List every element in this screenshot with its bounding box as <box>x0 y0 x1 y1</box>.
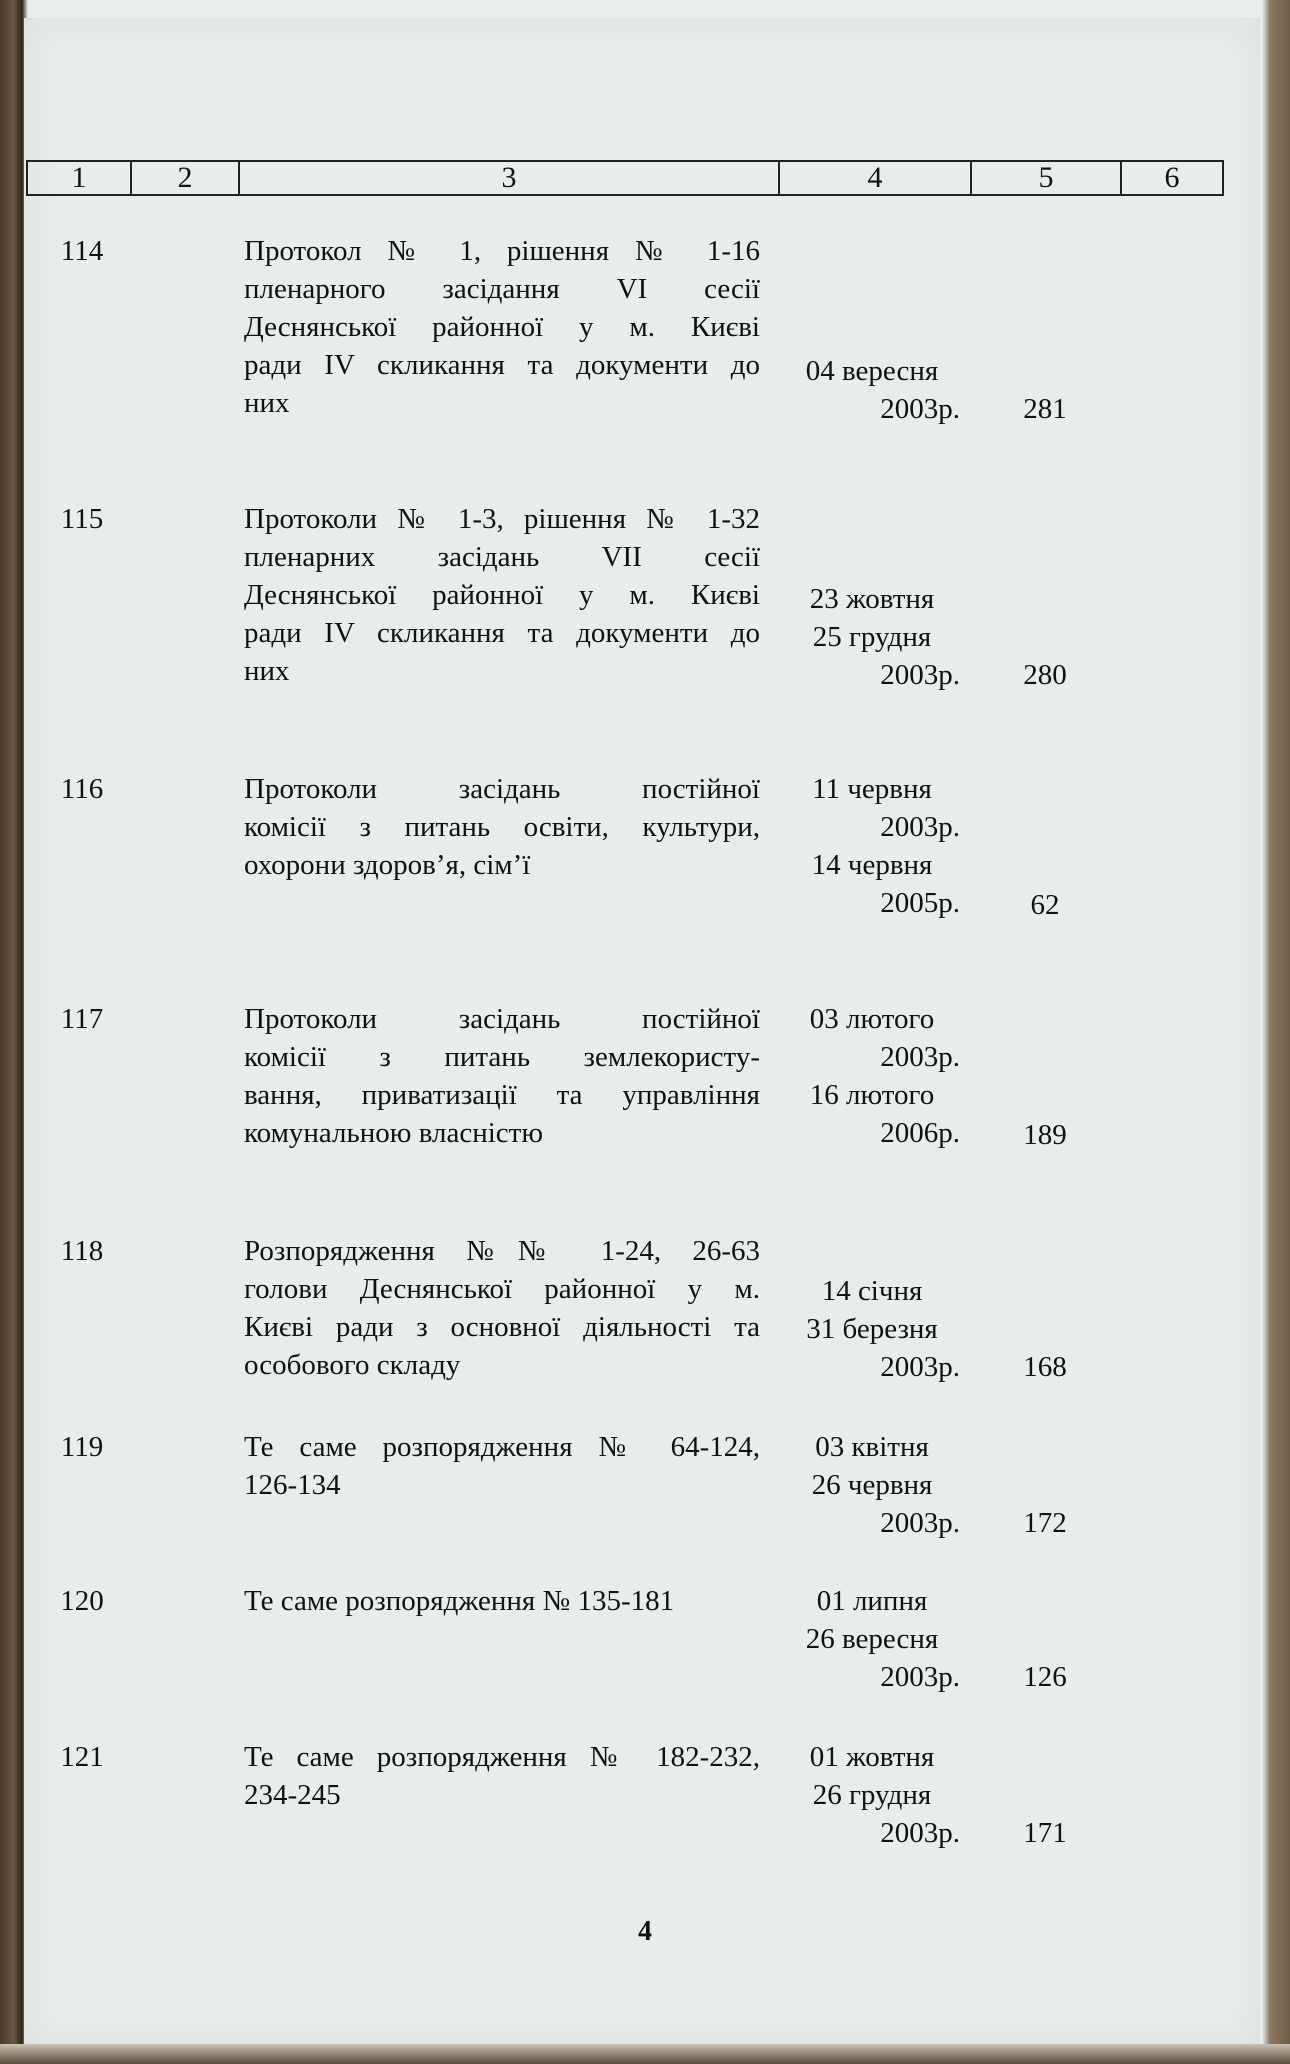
date-line: 14 січня <box>821 1275 923 1307</box>
description-line: Протокол № 1, рішення № 1-16 <box>244 235 760 267</box>
row-number: 117 <box>60 1003 104 1035</box>
date-line: 03 квітня <box>815 1431 929 1463</box>
date-line: 01 липня <box>816 1585 928 1617</box>
description-line: охорони здоров’я, сім’ї <box>244 849 531 881</box>
date-line: 01 жовтня <box>809 1741 935 1773</box>
date-line: 2005р. <box>880 887 960 919</box>
description-line: Деснянської районної у м. Києві <box>244 579 760 611</box>
date-line: 26 вересня <box>805 1623 939 1655</box>
date-line: 04 вересня <box>805 355 939 387</box>
row-description <box>244 1428 760 1504</box>
row-number: 119 <box>60 1431 104 1463</box>
description-line: Те саме розпорядження № 64-124, <box>244 1431 760 1463</box>
row-number: 120 <box>60 1585 104 1617</box>
row-dates <box>778 1272 966 1386</box>
date-line: 23 жовтня <box>809 583 935 615</box>
description-line: комісії з питань освіти, культури, <box>244 811 760 843</box>
date-line: 03 лютого <box>809 1003 935 1035</box>
date-line: 2003р. <box>880 1817 960 1849</box>
row-dates <box>778 1582 966 1696</box>
row-number: 114 <box>60 235 104 267</box>
description-line: Те саме розпорядження № 135-181 <box>244 1585 675 1617</box>
description-line: них <box>244 387 290 419</box>
date-line: 16 лютого <box>809 1079 935 1111</box>
row-dates <box>778 352 966 428</box>
column-header-6: 6 <box>1164 161 1180 194</box>
date-line: 2003р. <box>880 659 960 691</box>
row-description <box>244 1582 760 1620</box>
scan-bottom-edge <box>0 2044 1290 2064</box>
date-line: 26 червня <box>811 1469 933 1501</box>
column-header-2: 2 <box>132 162 240 194</box>
row-dates <box>778 1738 966 1852</box>
row-description <box>244 1738 760 1814</box>
row-dates <box>778 580 966 694</box>
row-description <box>244 500 760 690</box>
description-line: Києві ради з основної діяльності та <box>244 1311 760 1343</box>
description-line: комісії з питань землекористу- <box>244 1041 760 1073</box>
column-header-1: 1 <box>28 162 132 194</box>
row-number: 118 <box>60 1235 104 1267</box>
date-line: 25 грудня <box>812 621 932 653</box>
description-line: 234-245 <box>244 1779 341 1811</box>
date-line: 2003р. <box>880 393 960 425</box>
row-description <box>244 1000 760 1152</box>
column-header-3: 3 <box>240 162 780 194</box>
row-number: 121 <box>60 1741 104 1773</box>
description-line: них <box>244 655 290 687</box>
description-line: вання, приватизації та управління <box>244 1079 760 1111</box>
date-line: 2003р. <box>880 1351 960 1383</box>
description-line: Деснянської районної у м. Києві <box>244 311 760 343</box>
column-header-5: 5 <box>972 162 1122 194</box>
row-description <box>244 232 760 422</box>
row-sheet-count: 171 <box>1023 1817 1067 1849</box>
date-line: 14 червня <box>811 849 933 881</box>
row-dates <box>778 1428 966 1542</box>
description-line: ради IV скликання та документи до <box>244 617 760 649</box>
description-line: пленарних засідань VII сесії <box>244 541 760 573</box>
date-line: 2003р. <box>880 811 960 843</box>
row-sheet-count: 168 <box>1023 1351 1067 1383</box>
description-line: голови Деснянської районної у м. <box>244 1273 760 1305</box>
description-line: Протоколи засідань постійної <box>244 1003 760 1035</box>
row-sheet-count: 281 <box>1023 393 1067 425</box>
row-sheet-count: 172 <box>1023 1507 1067 1539</box>
column-header-row <box>26 160 1224 196</box>
description-line: пленарного засідання VI сесії <box>244 273 760 305</box>
row-sheet-count: 280 <box>1023 659 1067 691</box>
date-line: 31 березня <box>806 1313 938 1345</box>
date-line: 26 грудня <box>812 1779 932 1811</box>
row-description <box>244 770 760 884</box>
date-line: 2003р. <box>880 1661 960 1693</box>
description-line: 126-134 <box>244 1469 341 1501</box>
description-line: Протоколи № 1-3, рішення № 1-32 <box>244 503 760 535</box>
description-line: Розпорядження №№ 1-24, 26-63 <box>244 1235 760 1267</box>
description-line: комунальною власністю <box>244 1117 544 1149</box>
date-line: 2006р. <box>880 1117 960 1149</box>
description-line: особового складу <box>244 1349 461 1381</box>
description-line: Протоколи засідань постійної <box>244 773 760 805</box>
date-line: 11 червня <box>812 773 932 805</box>
column-header-4: 4 <box>780 162 972 194</box>
date-line: 2003р. <box>880 1041 960 1073</box>
row-sheet-count: 62 <box>1030 889 1060 921</box>
description-line: Те саме розпорядження № 182-232, <box>244 1741 760 1773</box>
row-sheet-count: 189 <box>1023 1119 1067 1151</box>
page-number: 4 <box>638 1916 652 1947</box>
row-number: 116 <box>60 773 104 805</box>
row-number: 115 <box>60 503 104 535</box>
row-dates <box>778 1000 966 1152</box>
row-sheet-count: 126 <box>1023 1661 1067 1693</box>
row-dates <box>778 770 966 922</box>
row-description <box>244 1232 760 1384</box>
description-line: ради IV скликання та документи до <box>244 349 760 381</box>
date-line: 2003р. <box>880 1507 960 1539</box>
